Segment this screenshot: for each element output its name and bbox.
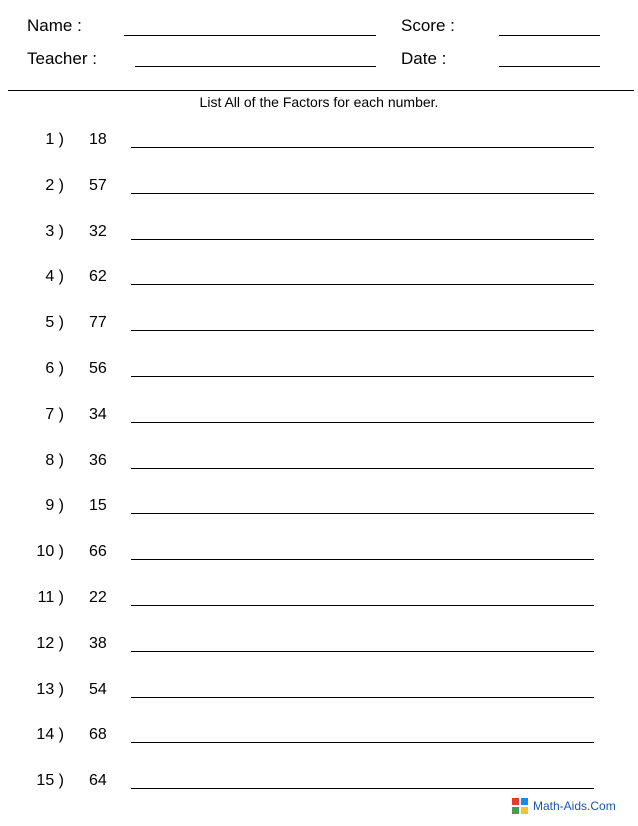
problem-number: 3 ) (45, 222, 64, 240)
problem-number: 12 ) (36, 634, 64, 652)
teacher-field[interactable] (135, 66, 376, 67)
answer-line[interactable] (131, 193, 594, 194)
problem-row (0, 218, 638, 248)
teacher-label: Teacher : (27, 49, 97, 68)
problem-value: 57 (89, 176, 107, 194)
answer-line[interactable] (131, 651, 594, 652)
answer-line[interactable] (131, 422, 594, 423)
problem-value: 68 (89, 726, 107, 744)
date-field[interactable] (499, 66, 600, 67)
date-label: Date : (401, 49, 447, 68)
answer-line[interactable] (131, 559, 594, 560)
problem-row (0, 676, 638, 706)
answer-line[interactable] (131, 605, 594, 606)
score-field[interactable] (499, 35, 600, 36)
problem-row (0, 538, 638, 568)
problem-row (0, 767, 638, 797)
answer-line[interactable] (131, 788, 594, 789)
answer-line[interactable] (131, 376, 594, 377)
problem-row (0, 630, 638, 660)
answer-line[interactable] (131, 330, 594, 331)
problem-value: 64 (89, 772, 107, 790)
problem-value: 15 (89, 497, 107, 515)
answer-line[interactable] (131, 284, 594, 285)
name-field[interactable] (124, 35, 376, 36)
problem-value: 56 (89, 360, 107, 377)
problem-number: 4 ) (45, 268, 64, 286)
problem-row (0, 584, 638, 614)
problem-number: 7 ) (45, 405, 64, 423)
logo-square-yellow (521, 807, 528, 814)
instructions: List All of the Factors for each number. (199, 94, 439, 110)
problem-value: 38 (89, 634, 107, 652)
answer-line[interactable] (131, 513, 594, 514)
problem-value: 18 (89, 131, 107, 148)
problem-number: 10 ) (36, 543, 64, 561)
problem-row (0, 309, 638, 339)
problem-value: 22 (89, 589, 107, 606)
header-divider (8, 90, 634, 91)
problem-number: 5 ) (45, 314, 64, 332)
problem-number: 13 ) (36, 680, 64, 698)
problem-value: 34 (89, 405, 107, 423)
math-aids-logo (512, 797, 616, 815)
problem-number: 1 ) (45, 131, 64, 148)
problem-number: 15 ) (36, 772, 64, 790)
logo-square-red (512, 798, 519, 805)
logo-square-blue (521, 798, 528, 805)
problem-number: 11 ) (37, 589, 64, 606)
problem-row (0, 721, 638, 751)
score-label: Score : (401, 16, 455, 35)
problem-value: 32 (89, 222, 107, 240)
problem-row (0, 126, 638, 156)
problem-value: 77 (89, 314, 107, 332)
problem-value: 54 (89, 680, 107, 698)
answer-line[interactable] (131, 147, 594, 148)
answer-line[interactable] (131, 239, 594, 240)
problem-value: 66 (89, 543, 107, 561)
problem-number: 14 ) (36, 726, 64, 744)
problem-row (0, 401, 638, 431)
logo-square-green (512, 807, 519, 814)
problem-row (0, 172, 638, 202)
answer-line[interactable] (131, 468, 594, 469)
math-aids-logo-icon (512, 798, 528, 814)
problem-value: 36 (89, 451, 107, 469)
problem-row (0, 492, 638, 522)
answer-line[interactable] (131, 742, 594, 743)
problem-row (0, 263, 638, 293)
problem-number: 9 ) (45, 497, 64, 515)
problem-row (0, 355, 638, 385)
problem-number: 2 ) (45, 176, 64, 194)
problem-row (0, 447, 638, 477)
problem-number: 8 ) (45, 451, 64, 469)
name-label: Name : (27, 16, 82, 35)
logo-text: Math-Aids.Com (533, 799, 616, 813)
answer-line[interactable] (131, 697, 594, 698)
problem-value: 62 (89, 268, 107, 286)
problem-number: 6 ) (45, 360, 64, 377)
